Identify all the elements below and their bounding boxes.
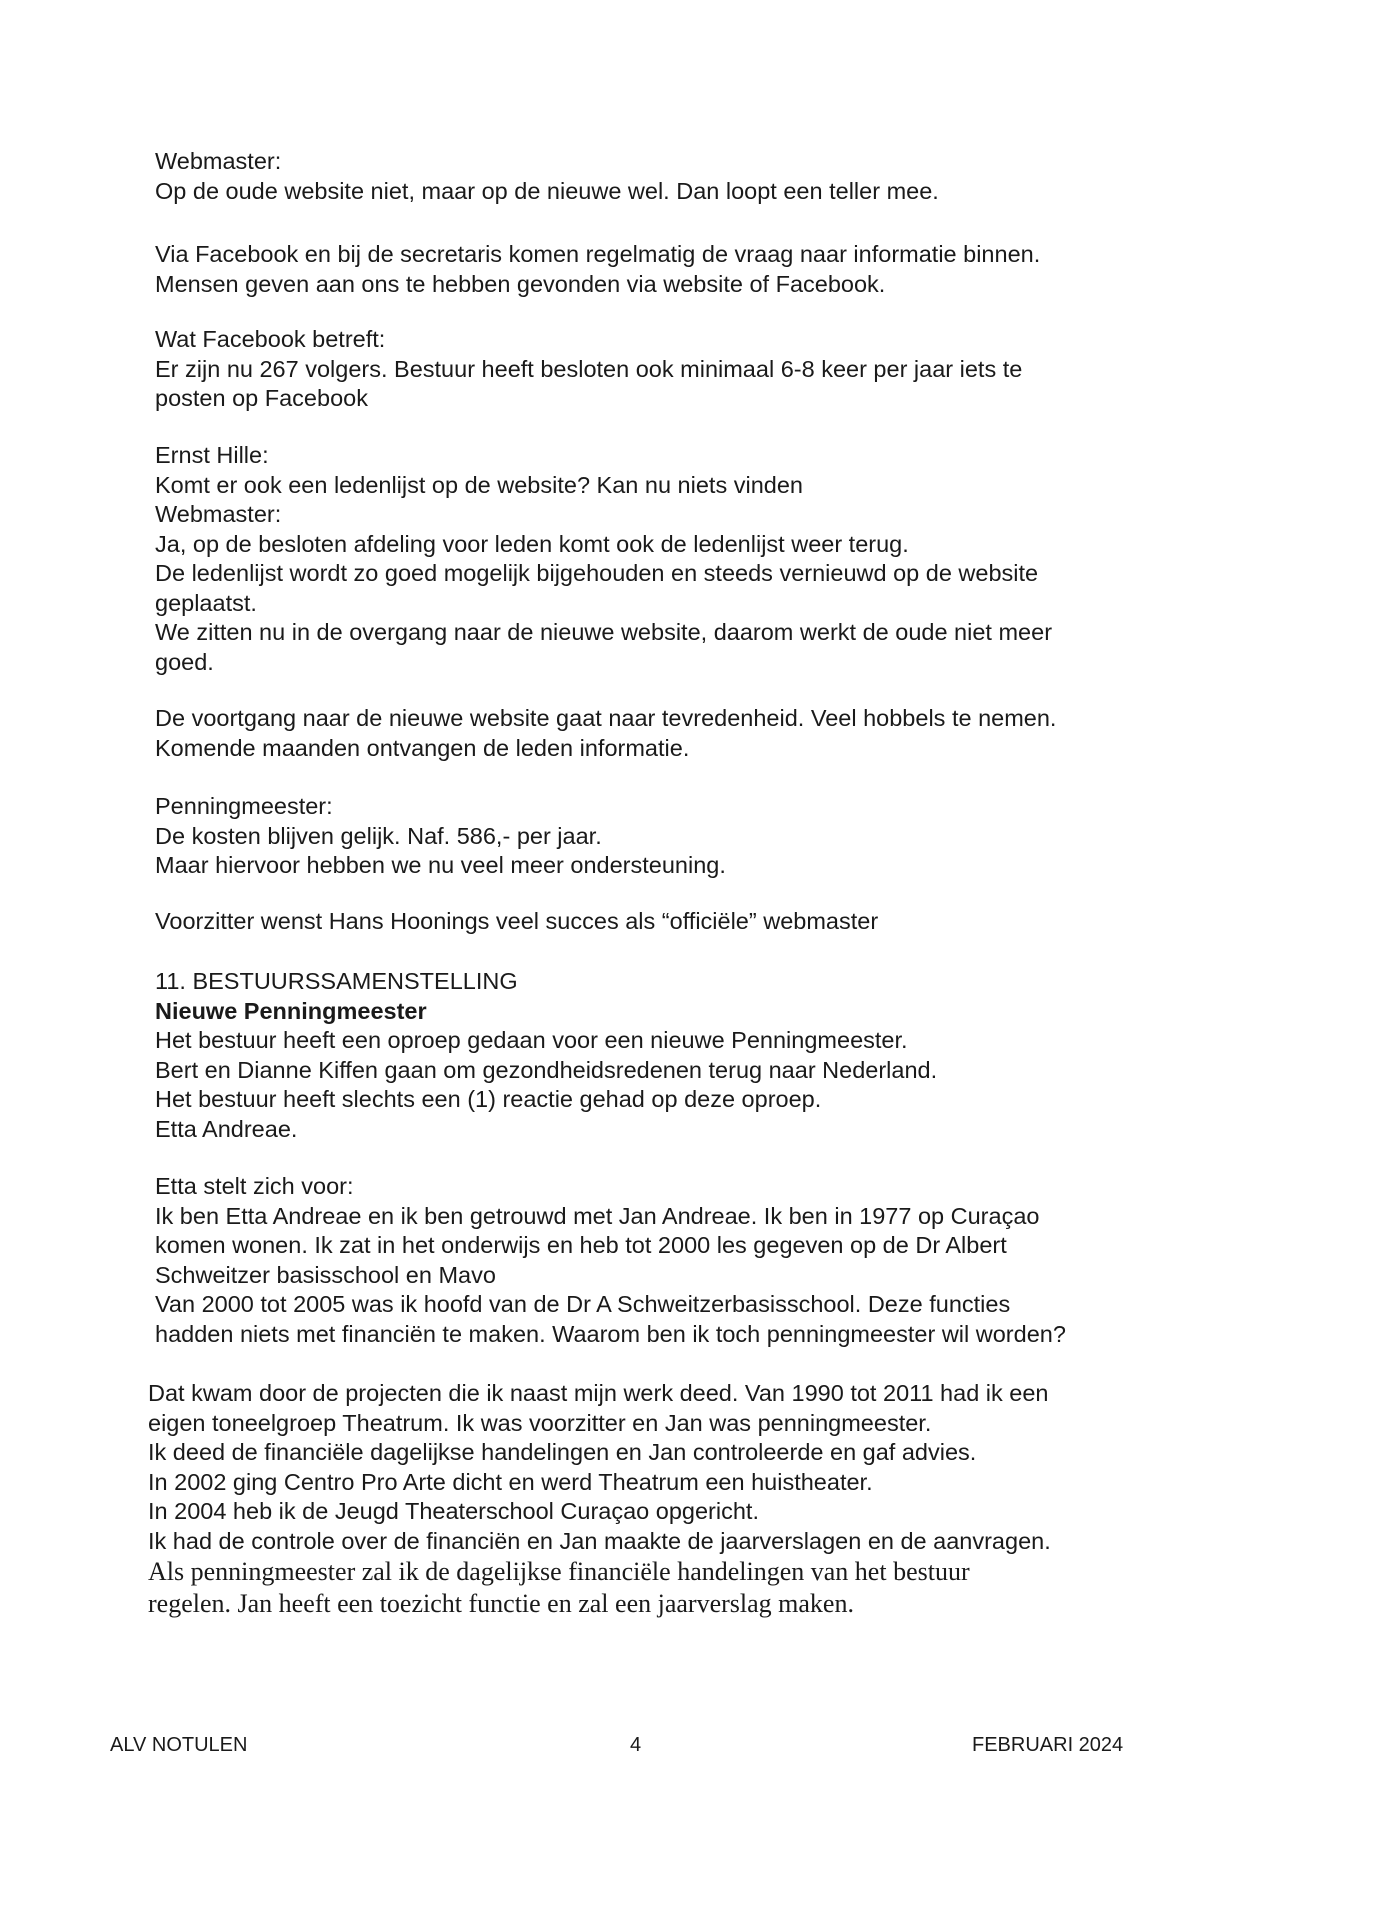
webmaster-answer-section	[155, 147, 1215, 206]
paragraph-line: Ik deed de financiële dagelijkse handelingen en Jan controleerde en gaf advies.	[148, 1439, 977, 1465]
paragraph-line: hadden niets met financiën te maken. Waarom ben ik toch penningmeester wil worden?	[155, 1320, 1066, 1347]
footer-date: FEBRUARI 2024	[972, 1734, 1124, 1756]
footer-page-number: 4	[630, 1734, 642, 1756]
paragraph-line: Bert en Dianne Kiffen gaan om gezondheidsredenen terug naar Nederland.	[155, 1056, 938, 1083]
paragraph-line: In 2004 heb ik de Jeugd Theaterschool Curaçao opgericht.	[148, 1498, 759, 1524]
speaker-label: Webmaster:	[155, 148, 282, 174]
paragraph-line: In 2002 ging Centro Pro Arte dicht en werd Theatrum een huistheater.	[148, 1468, 873, 1495]
paragraph-line: geplaatst.	[155, 589, 257, 616]
website-progress-section	[155, 704, 1215, 763]
paragraph-line: posten op Facebook	[155, 385, 368, 411]
facebook-followers-section	[155, 325, 1215, 414]
paragraph-line: Van 2000 tot 2005 was ik hoofd van de Dr A Schweitzerbasisschool. Deze functies	[155, 1291, 1011, 1317]
footer-document-title: ALV NOTULEN	[110, 1734, 248, 1756]
ledenlijst-discussion-section	[155, 441, 1215, 677]
speaker-label: Penningmeester:	[155, 793, 333, 819]
paragraph-line: Mensen geven aan ons te hebben gevonden via website of Facebook.	[155, 270, 886, 297]
paragraph-line-serif: Als penningmeester zal ik de dagelijkse financiële handelingen van het bestuur	[148, 1557, 970, 1586]
voorzitter-remark-section	[155, 907, 1215, 937]
paragraph-line: Dat kwam door de projecten die ik naast mijn werk deed. Van 1990 tot 2011 had ik een	[148, 1380, 1049, 1406]
paragraph-line: eigen toneelgroep Theatrum. Ik was voorzitter en Jan was penningmeester.	[148, 1409, 932, 1436]
paragraph-line: Etta Andreae.	[155, 1115, 298, 1142]
paragraph-line: Ja, op de besloten afdeling voor leden komt ook de ledenlijst weer terug.	[155, 530, 909, 557]
paragraph-line-serif: regelen. Jan heeft een toezicht functie en zal een jaarverslag maken.	[148, 1589, 854, 1618]
speaker-label: Ernst Hille:	[155, 442, 269, 468]
penningmeester-costs-section	[155, 792, 1215, 881]
paragraph-line: Voorzitter wenst Hans Hoonings veel succes als “officiële” webmaster	[155, 908, 879, 934]
paragraph-line: goed.	[155, 648, 214, 675]
paragraph-line: Ik ben Etta Andreae en ik ben getrouwd met Jan Andreae. Ik ben in 1977 op Curaçao	[155, 1202, 1040, 1229]
facebook-info-section	[155, 240, 1215, 299]
bestuurssamenstelling-section	[155, 967, 1215, 1144]
paragraph-line: Het bestuur heeft slechts een (1) reactie gehad op deze oproep.	[155, 1086, 822, 1112]
paragraph-line: De ledenlijst wordt zo goed mogelijk bijgehouden en steeds vernieuwd op de website	[155, 560, 1039, 586]
paragraph-line: komen wonen. Ik zat in het onderwijs en heb tot 2000 les gegeven op de Dr Albert	[155, 1232, 1007, 1258]
paragraph-line: We zitten nu in de overgang naar de nieuwe website, daarom werkt de oude niet meer	[155, 619, 1053, 645]
speaker-label: Webmaster:	[155, 501, 282, 527]
paragraph-line: Via Facebook en bij de secretaris komen regelmatig de vraag naar informatie binnen.	[155, 241, 1041, 267]
paragraph-line: Ik had de controle over de financiën en Jan maakte de jaarverslagen en de aanvragen.	[148, 1527, 1051, 1554]
paragraph-line: Schweitzer basisschool en Mavo	[155, 1261, 496, 1288]
etta-introduction-section	[155, 1172, 1215, 1349]
section-heading: 11. BESTUURSSAMENSTELLING	[155, 968, 518, 994]
paragraph-line: Op de oude website niet, maar op de nieuwe wel. Dan loopt een teller mee.	[155, 177, 939, 204]
paragraph-line: Er zijn nu 267 volgers. Bestuur heeft besloten ook minimaal 6-8 keer per jaar iets te	[155, 355, 1023, 382]
section-subheading: Nieuwe Penningmeester	[155, 997, 427, 1024]
paragraph-line: Maar hiervoor hebben we nu veel meer ondersteuning.	[155, 852, 726, 878]
paragraph-line: Komt er ook een ledenlijst op de website? Kan nu niets vinden	[155, 471, 803, 498]
paragraph-line: Het bestuur heeft een oproep gedaan voor een nieuwe Penningmeester.	[155, 1027, 908, 1053]
speaker-label: Wat Facebook betreft:	[155, 326, 386, 352]
speaker-label: Etta stelt zich voor:	[155, 1173, 354, 1199]
etta-projects-section	[148, 1379, 1208, 1620]
paragraph-line: De kosten blijven gelijk. Naf. 586,- per jaar.	[155, 822, 602, 849]
paragraph-line: Komende maanden ontvangen de leden informatie.	[155, 734, 690, 761]
paragraph-line: De voortgang naar de nieuwe website gaat naar tevredenheid. Veel hobbels te nemen.	[155, 705, 1057, 731]
